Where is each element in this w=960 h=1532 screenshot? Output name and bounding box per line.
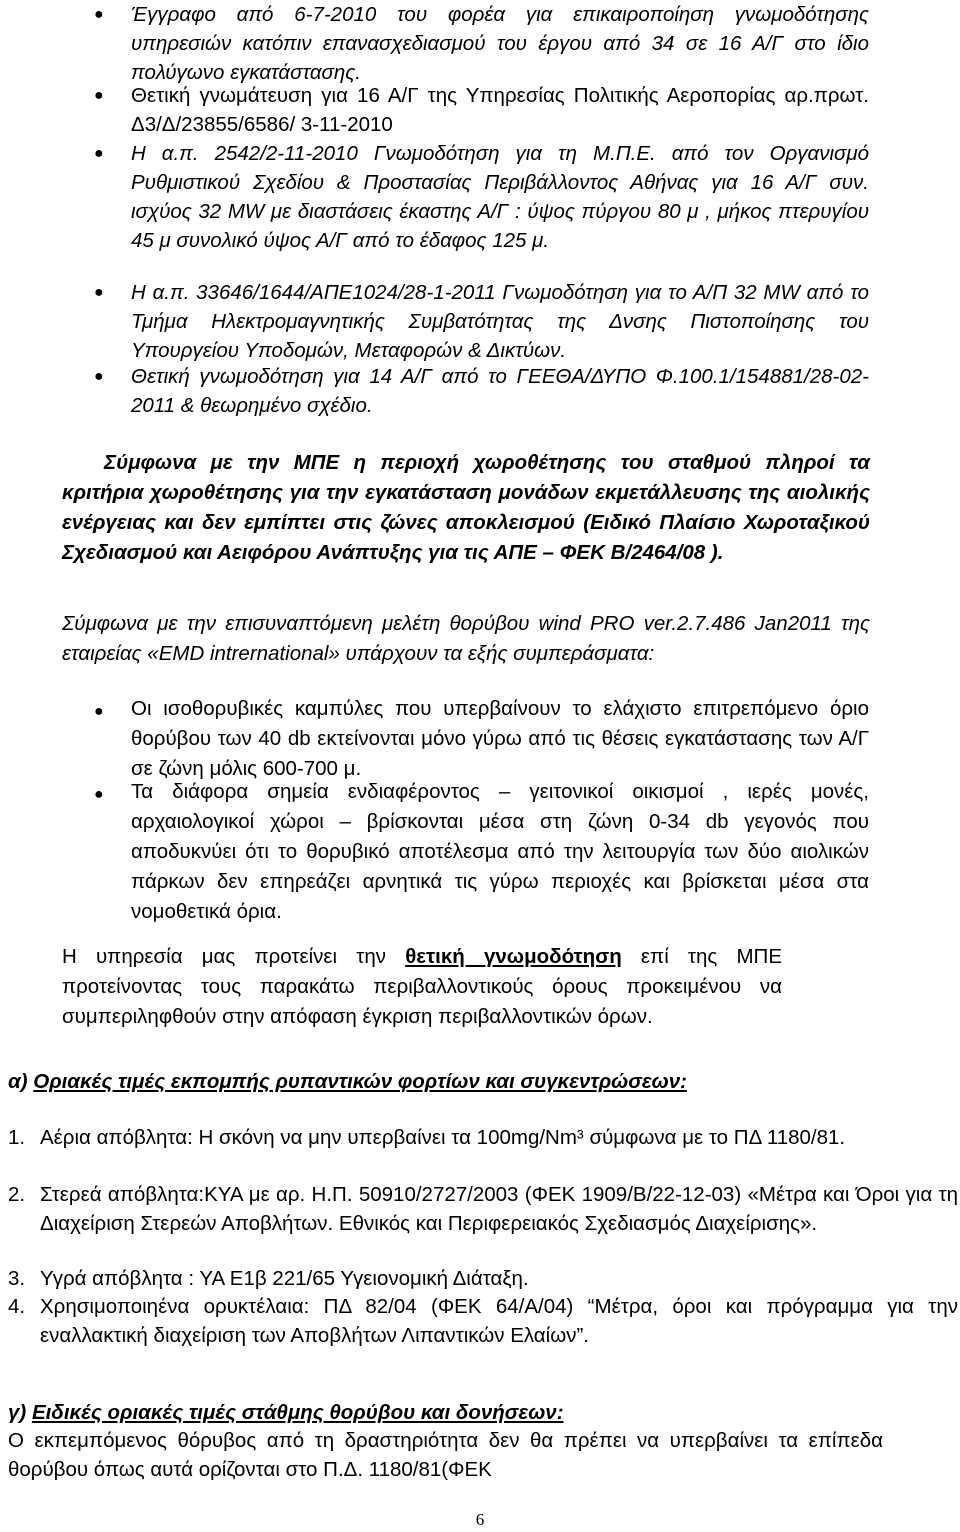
list-item: [8, 1180, 958, 1238]
list-item: Οι ισοθορυβικές καμπύλες που υπερβαίνουν το ελάχιστο επιτρεπόμενο όριο θορύβου των 40 db εκτείνονται μόνο γύρω από τις θέσεις εγκατάστασης των Α/Γ σε ζώνη μόλις 600-700 μ.: [131, 697, 869, 780]
bullet-icon: ●: [94, 703, 104, 720]
list-item: [8, 1264, 958, 1293]
proposal-text-before: Η υπηρεσία μας προτείνει την: [62, 945, 406, 968]
proposal-text-after: επί της ΜΠΕ προτείνοντας τους παρακάτω περιβαλλοντικούς όρους προκειμένου να συμπεριληφθούν στην απόφαση έγκριση περιβαλλοντικών όρων.: [62, 945, 783, 1028]
section-a-label: α): [8, 1070, 34, 1093]
section-a-heading: [8, 1067, 908, 1096]
section-g-heading: [8, 1398, 908, 1427]
bullet-icon: ●: [94, 284, 104, 301]
section-g-title: Ειδικές οριακές τιμές στάθμης θορύβου και δονήσεων:: [31, 1401, 564, 1424]
noise-intro: Σύμφωνα με την επισυναπτόμενη μελέτη θορύβου wind PRO ver.2.7.486 Jan2011 της εταιρείας «EMD intrernational» υπάρχουν τα εξής συμπεράσματα:: [62, 612, 870, 665]
list-item: [8, 1292, 958, 1350]
proposal-paragraph: [62, 942, 782, 1032]
list-item: Τα διάφορα σημεία ενδιαφέροντος – γειτονικοί οικισμοί , ιερές μονές, αρχαιολογικοί χώροι – βρίσκονται μέσα στη ζώνη 0-34 db γεγονός που αποδυκνύει ότι το θορυβικό αποτέλεσμα από την λειτουργία των δύο αιολικών πάρκων δεν επηρεάζει αρνητικά τις γύρω περιοχές και βρίσκεται μέσα στα νομοθετικά όρια.: [131, 780, 869, 923]
proposal-highlight: θετική γνωμοδότηση: [405, 945, 622, 968]
section-g-label: γ): [8, 1401, 32, 1424]
bullet-icon: ●: [94, 145, 104, 162]
list-item: Η α.π. 33646/1644/ΑΠΕ1024/28-1-2011 Γνωμοδότηση για το Α/Π 32 MW από το Τμήμα Ηλεκτρομαγνητικής Συμβατότητας της Δνσης Πιστοποίησης του Υπουργείου Υποδομών, Μεταφορών & Δικτύων.: [131, 281, 869, 362]
list-item: Η α.π. 2542/2-11-2010 Γνωμοδότηση για τη Μ.Π.Ε. από τον Οργανισμό Ρυθμιστικού Σχεδίου & Προστασίας Περιβάλλοντος Αθήνας για 16 Α/Γ συν. ισχύος 32 MW με διαστάσεις έκαστης Α/Γ : ύψος πύργου 80 μ , μήκος πτερυγίου 45 μ συνολικό ύψος Α/Γ από το έδαφος 125 μ.: [131, 142, 869, 252]
bullet-icon: ●: [94, 87, 104, 104]
item-number: 4.: [8, 1295, 26, 1318]
page-number: 6: [475, 1510, 485, 1529]
section-g-text: Ο εκπεμπόμενος θόρυβος από τη δραστηριότητα δεν θα πρέπει να υπερβαίνει τα επίπεδα θορύβου όπως αυτά ορίζονται στο Π.Δ. 1180/81(ΦΕΚ: [8, 1429, 883, 1481]
item-text: Αέρια απόβλητα: Η σκόνη να μην υπερβαίνει τα 100mg/Nm³ σύμφωνα με το ΠΔ 1180/81.: [40, 1126, 846, 1149]
bullet-icon: ●: [94, 368, 104, 385]
item-number: 1.: [8, 1126, 26, 1149]
item-text: Υγρά απόβλητα : ΥΑ Ε1β 221/65 Υγειονομική Διάταξη.: [40, 1267, 529, 1290]
list-item: [8, 1123, 958, 1152]
item-text: Στερεά απόβλητα:ΚΥΑ με αρ. Η.Π. 50910/2727/2003 (ΦΕΚ 1909/Β/22-12-03) «Μέτρα και Όροι για τη Διαχείριση Στερεών Αποβλήτων. Εθνικός και Περιφερειακός Σχεδιασμός Διαχείρισης».: [40, 1183, 958, 1235]
mpe-paragraph: Σύμφωνα με την ΜΠΕ η περιοχή χωροθέτησης του σταθμού πληροί τα κριτήρια χωροθέτησης για την εγκατάσταση μονάδων εκμετάλλευσης της αιολικής ενέργειας και δεν εμπίπτει στις ζώνες αποκλεισμού (Ειδικό Πλαίσιο Χωροταξικού Σχεδιασμού και Αειφόρου Ανάπτυξης για τις ΑΠΕ – ΦΕΚ Β/2464/08 ).: [62, 451, 870, 564]
list-item: Θετική γνωμάτευση για 16 Α/Γ της Υπηρεσίας Πολιτικής Αεροπορίας αρ.πρωτ. Δ3/Δ/23855/6586/ 3-11-2010: [131, 84, 869, 136]
bullet-icon: ●: [94, 786, 104, 803]
bullet-icon: ●: [94, 6, 104, 23]
item-text: Χρησιμοποιηένα ορυκτέλαια: ΠΔ 82/04 (ΦΕΚ 64/Α/04) “Μέτρα, όροι και πρόγραμμα για την εναλλακτική διαχείριση των Αποβλήτων Λιπαντικών Ελαίων”.: [40, 1295, 958, 1347]
item-number: 2.: [8, 1183, 26, 1206]
section-a-title: Οριακές τιμές εκπομπής ρυπαντικών φορτίων και συγκεντρώσεων:: [33, 1070, 687, 1093]
list-item: Θετική γνωμοδότηση για 14 Α/Γ από το ΓΕΕΘΑ/ΔΥΠΟ Φ.100.1/154881/28-02-2011 & θεωρημένο σχέδιο.: [131, 365, 869, 417]
list-item: Έγγραφο από 6-7-2010 του φορέα για επικαιροποίηση γνωμοδότησης υπηρεσιών κατόπιν επανασχεδιασμού του έργου από 34 σε 16 Α/Γ στο ίδιο πολύγωνο εγκατάστασης.: [131, 3, 869, 84]
item-number: 3.: [8, 1267, 26, 1290]
